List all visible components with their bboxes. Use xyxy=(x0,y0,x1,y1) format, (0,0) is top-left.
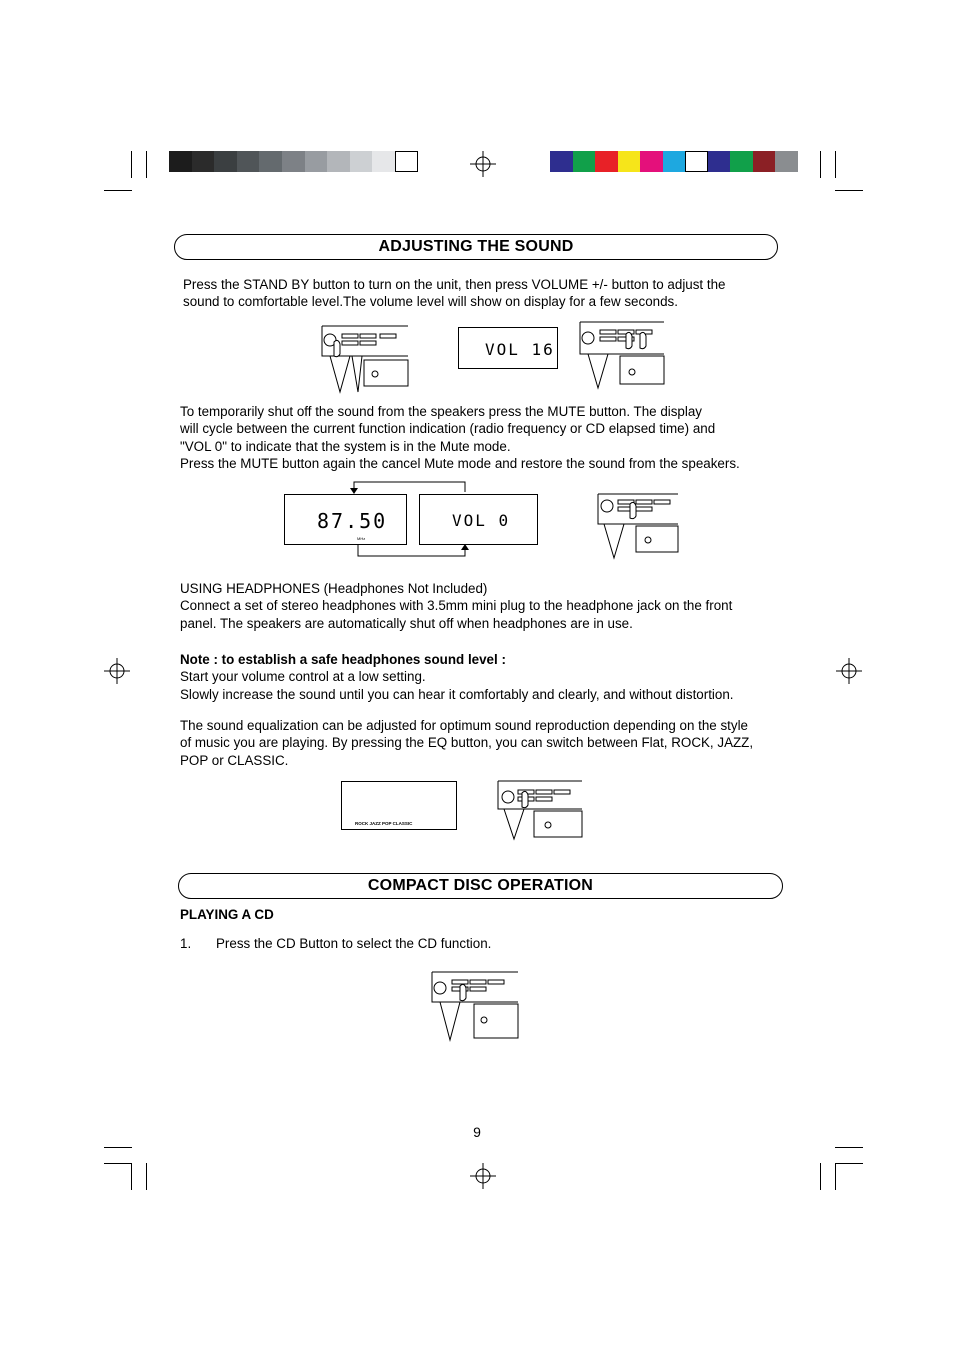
calibration-swatch xyxy=(395,151,418,172)
calibration-swatch xyxy=(372,151,395,172)
note-title: Note : to establish a safe headphones sound level : xyxy=(180,652,506,667)
registration-mark-icon xyxy=(836,658,862,684)
section-heading-text: COMPACT DISC OPERATION xyxy=(367,877,594,894)
headphones-instructions: USING HEADPHONES (Headphones Not Included) Connect a set of stereo headphones with 3.5mm mini plug to the headphone jack on the front panel. The speakers are automatically shut off when headphones are in use. xyxy=(180,581,733,631)
eq-instructions: The sound equalization can be adjusted for optimum sound reproduction depending on the style of music you are playing. By pressing the EQ button, you can switch between Flat, ROCK, JAZZ, POP or CLASSIC. xyxy=(180,718,754,768)
registration-mark-icon xyxy=(470,1163,496,1189)
step-number: 1. xyxy=(180,936,192,951)
calibration-swatch xyxy=(640,151,663,172)
registration-mark-icon xyxy=(104,658,130,684)
headphones-title: USING HEADPHONES (Headphones Not Included) xyxy=(180,581,488,596)
calibration-swatch xyxy=(775,151,798,172)
mute-display-lcd xyxy=(419,494,538,545)
unit-standby-button-illustration xyxy=(320,322,410,394)
calibration-swatch xyxy=(214,151,237,172)
calibration-swatch xyxy=(305,151,328,172)
frequency-display-text: 87.50 xyxy=(317,509,388,533)
section-heading-text: ADJUSTING THE SOUND xyxy=(378,238,574,255)
calibration-swatch xyxy=(708,151,731,172)
headphones-safety-note: Note : to establish a safe headphones sound level : Start your volume control at a low setting. Slowly increase the sound until you can hear it comfortably and clearly, and without distortion. xyxy=(180,652,734,702)
calibration-swatch xyxy=(663,151,686,172)
eq-display-lcd xyxy=(341,781,457,830)
section-heading-compact-disc xyxy=(178,873,783,899)
volume-display-lcd xyxy=(458,327,558,369)
unit-volume-button-illustration xyxy=(578,316,666,390)
calibration-swatch xyxy=(730,151,753,172)
playing-cd-subtitle: PLAYING A CD xyxy=(180,907,274,922)
frequency-display-lcd xyxy=(284,494,407,545)
calibration-swatch xyxy=(685,151,708,172)
calibration-swatch xyxy=(595,151,618,172)
calibration-swatch xyxy=(350,151,373,172)
calibration-swatch xyxy=(550,151,573,172)
frequency-unit: MHz xyxy=(357,536,366,541)
calibration-swatch xyxy=(259,151,282,172)
unit-eq-button-illustration xyxy=(496,777,584,841)
volume-display-text: VOL 16 xyxy=(485,340,555,359)
calibration-swatch xyxy=(753,151,776,172)
eq-display-text: ROCK JAZZ POP CLASSIC xyxy=(355,821,413,826)
unit-mute-button-illustration xyxy=(596,490,680,560)
cd-step-1 xyxy=(180,936,700,951)
calibration-swatch xyxy=(282,151,305,172)
step-text: Press the CD Button to select the CD function. xyxy=(216,936,492,951)
calibration-swatch xyxy=(192,151,215,172)
calibration-swatch xyxy=(169,151,192,172)
calibration-swatch xyxy=(618,151,641,172)
section-heading-adjusting-sound xyxy=(174,234,778,260)
volume-instructions: Press the STAND BY button to turn on the unit, then press VOLUME +/- button to adjust the sound to comfortable level.The volume level will show on display for a few seconds. xyxy=(183,277,726,310)
mute-display-text: VOL 0 xyxy=(452,511,511,530)
calibration-swatch xyxy=(573,151,596,172)
calibration-swatch xyxy=(327,151,350,172)
registration-mark-icon xyxy=(470,151,496,177)
calibration-swatch xyxy=(237,151,260,172)
page-number: 9 xyxy=(473,1124,481,1140)
mute-instructions: To temporarily shut off the sound from the speakers press the MUTE button. The display will cycle between the current function indication (radio frequency or CD elapsed time) and "VOL 0" to indicate that the system is in the Mute mode. Press the MUTE button again the cancel Mute mode and restore the sound from the speakers. xyxy=(180,404,740,472)
unit-cd-button-illustration xyxy=(430,968,520,1042)
